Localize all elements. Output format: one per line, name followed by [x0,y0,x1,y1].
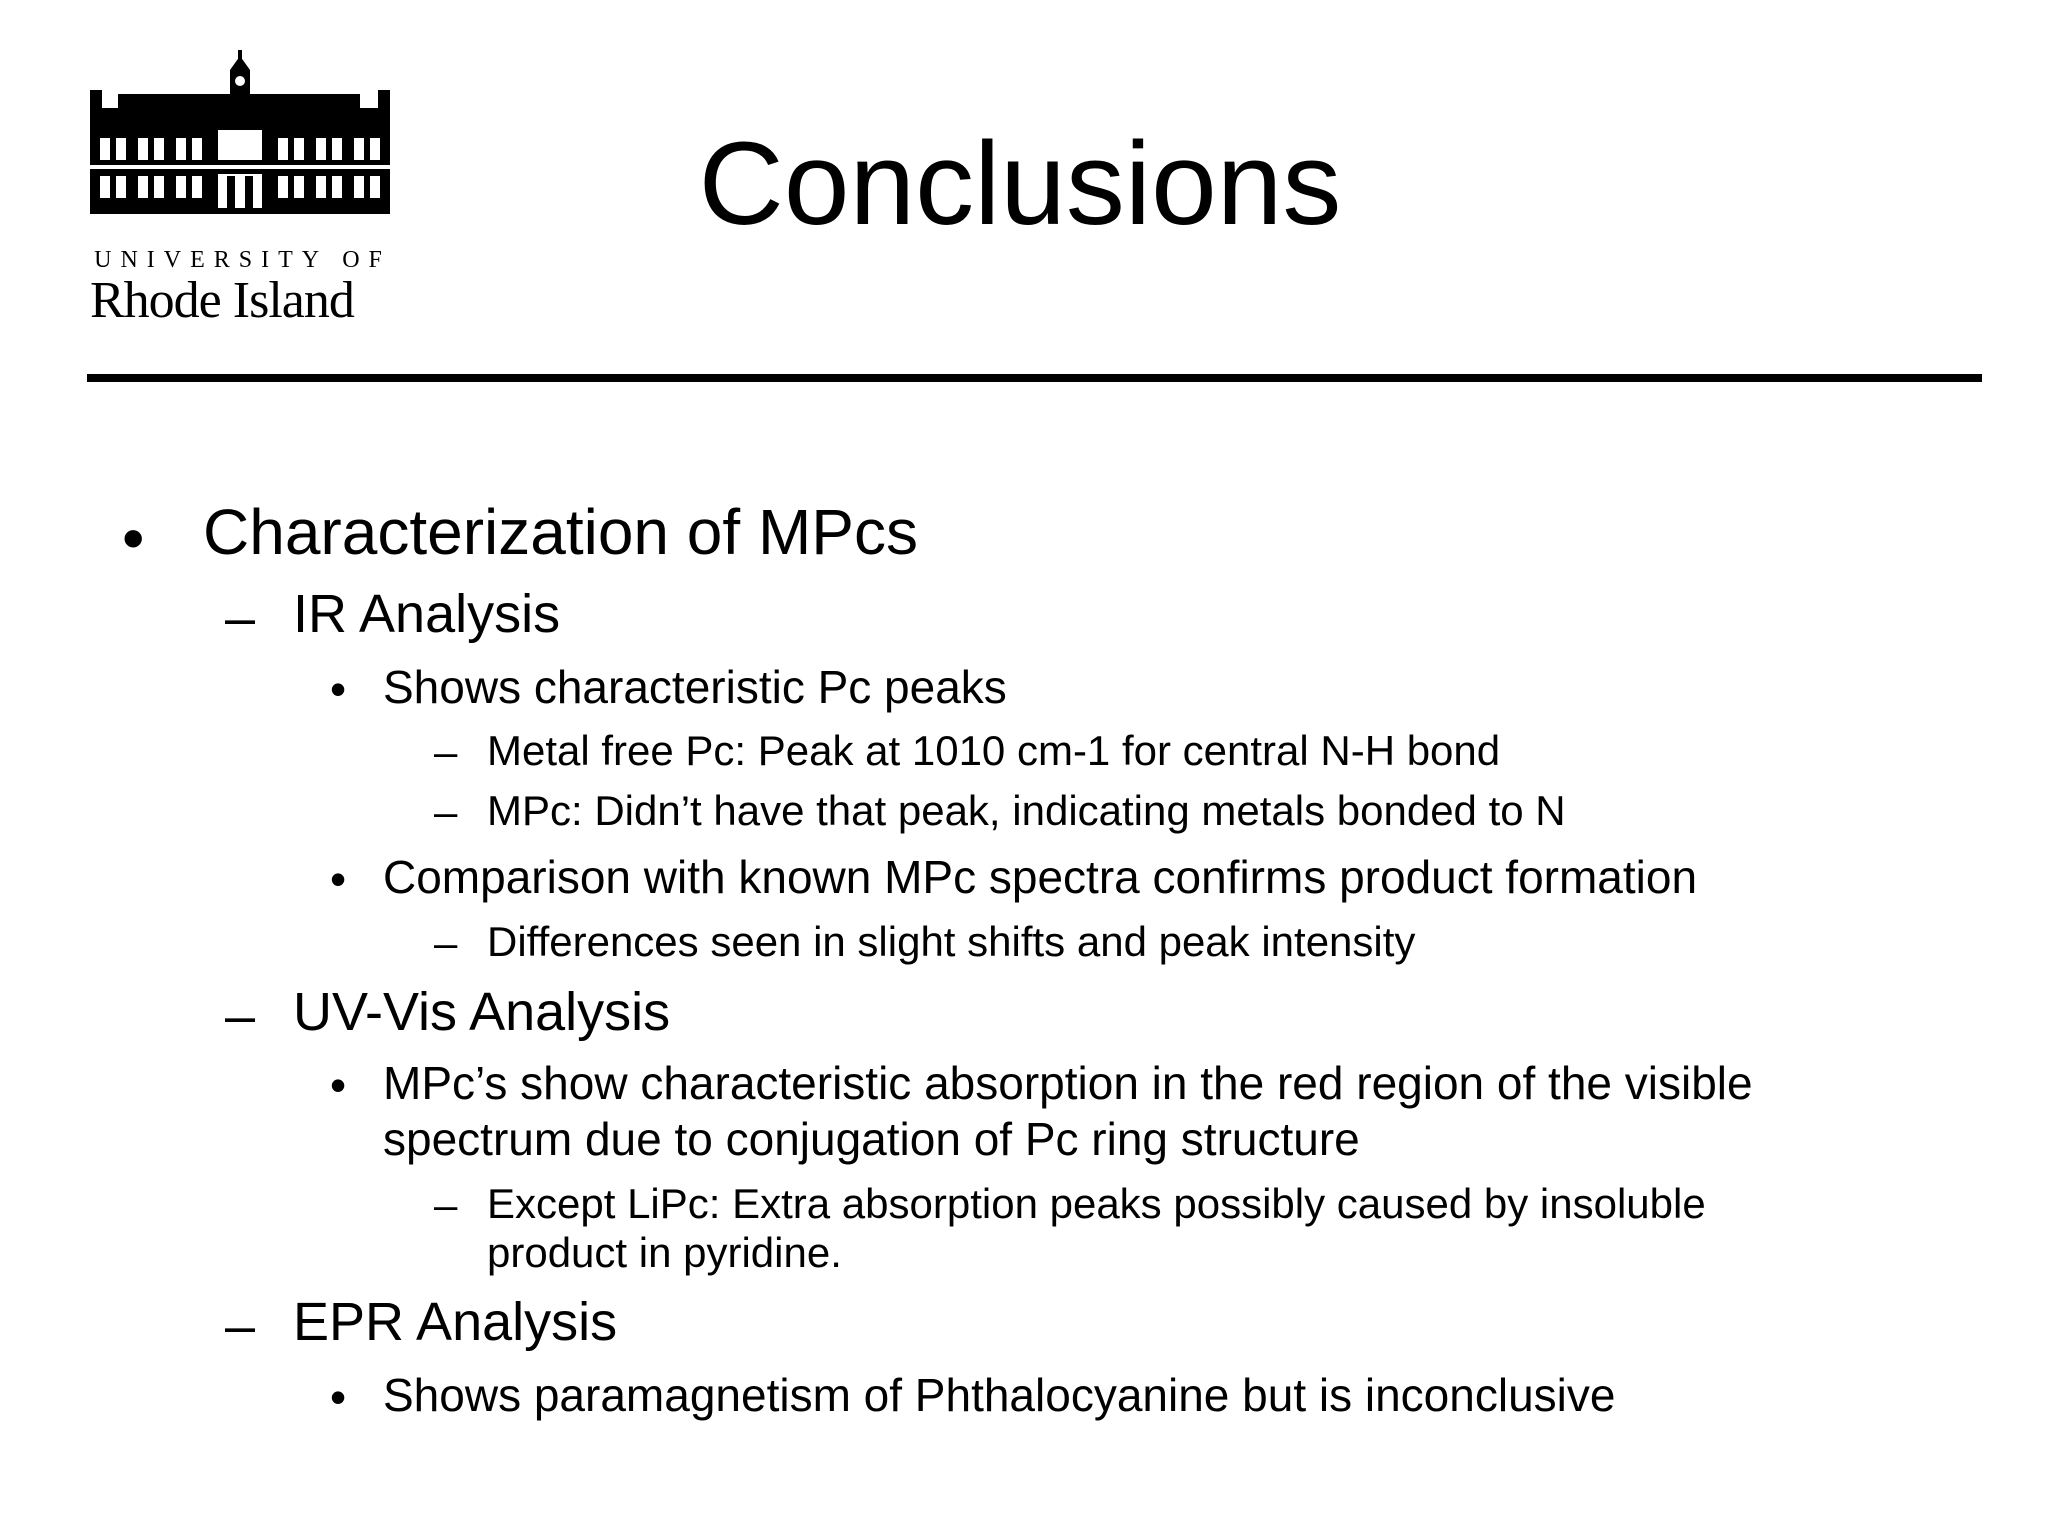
dash-marker: – [225,1296,256,1356]
title-divider [87,374,1982,382]
dash-marker: – [225,588,256,648]
bullet-mpc-absorption-2: spectrum due to conjugation of Pc ring structure [383,1113,1360,1165]
dash-marker: – [434,919,458,966]
bullet-marker: • [330,1059,347,1111]
page-title: Conclusions [698,118,1342,250]
bullet-shows-pc-peaks: Shows characteristic Pc peaks [383,661,1007,713]
bullet-ir-analysis: IR Analysis [293,584,561,644]
logo-rhode-island: Rhode Island [90,272,354,329]
bullet-comparison: Comparison with known MPc spectra confirms product formation [383,851,1698,903]
logo-university-of: UNIVERSITY OF [94,247,391,273]
university-logo [90,50,395,332]
bullet-marker: • [330,663,347,715]
bullet-uv-vis-analysis: UV-Vis Analysis [293,982,671,1042]
bullet-characterization: Characterization of MPcs [203,496,918,568]
bullet-mpc-absorption-1: MPc’s show characteristic absorption in the red region of the visible [383,1057,1753,1109]
bullet-differences: Differences seen in slight shifts and peak intensity [487,918,1416,965]
bullet-marker: • [330,1371,347,1423]
bullet-except-lipc-2: product in pyridine. [487,1229,842,1276]
bullet-except-lipc-1: Except LiPc: Extra absorption peaks possibly caused by insoluble [487,1180,1706,1227]
bullet-epr-analysis: EPR Analysis [293,1292,618,1352]
bullet-metal-free-pc: Metal free Pc: Peak at 1010 cm-1 for central N-H bond [487,727,1501,774]
dash-marker: – [434,788,458,835]
bullet-paramagnetism: Shows paramagnetism of Phthalocyanine but is inconclusive [383,1369,1616,1421]
bullet-marker: • [330,853,347,905]
dash-marker: – [225,986,256,1046]
dash-marker: – [434,728,458,775]
bullet-marker: • [122,502,145,574]
dash-marker: – [434,1181,458,1228]
building-icon [90,50,395,240]
bullet-mpc-no-peak: MPc: Didn’t have that peak, indicating metals bonded to N [487,787,1566,834]
